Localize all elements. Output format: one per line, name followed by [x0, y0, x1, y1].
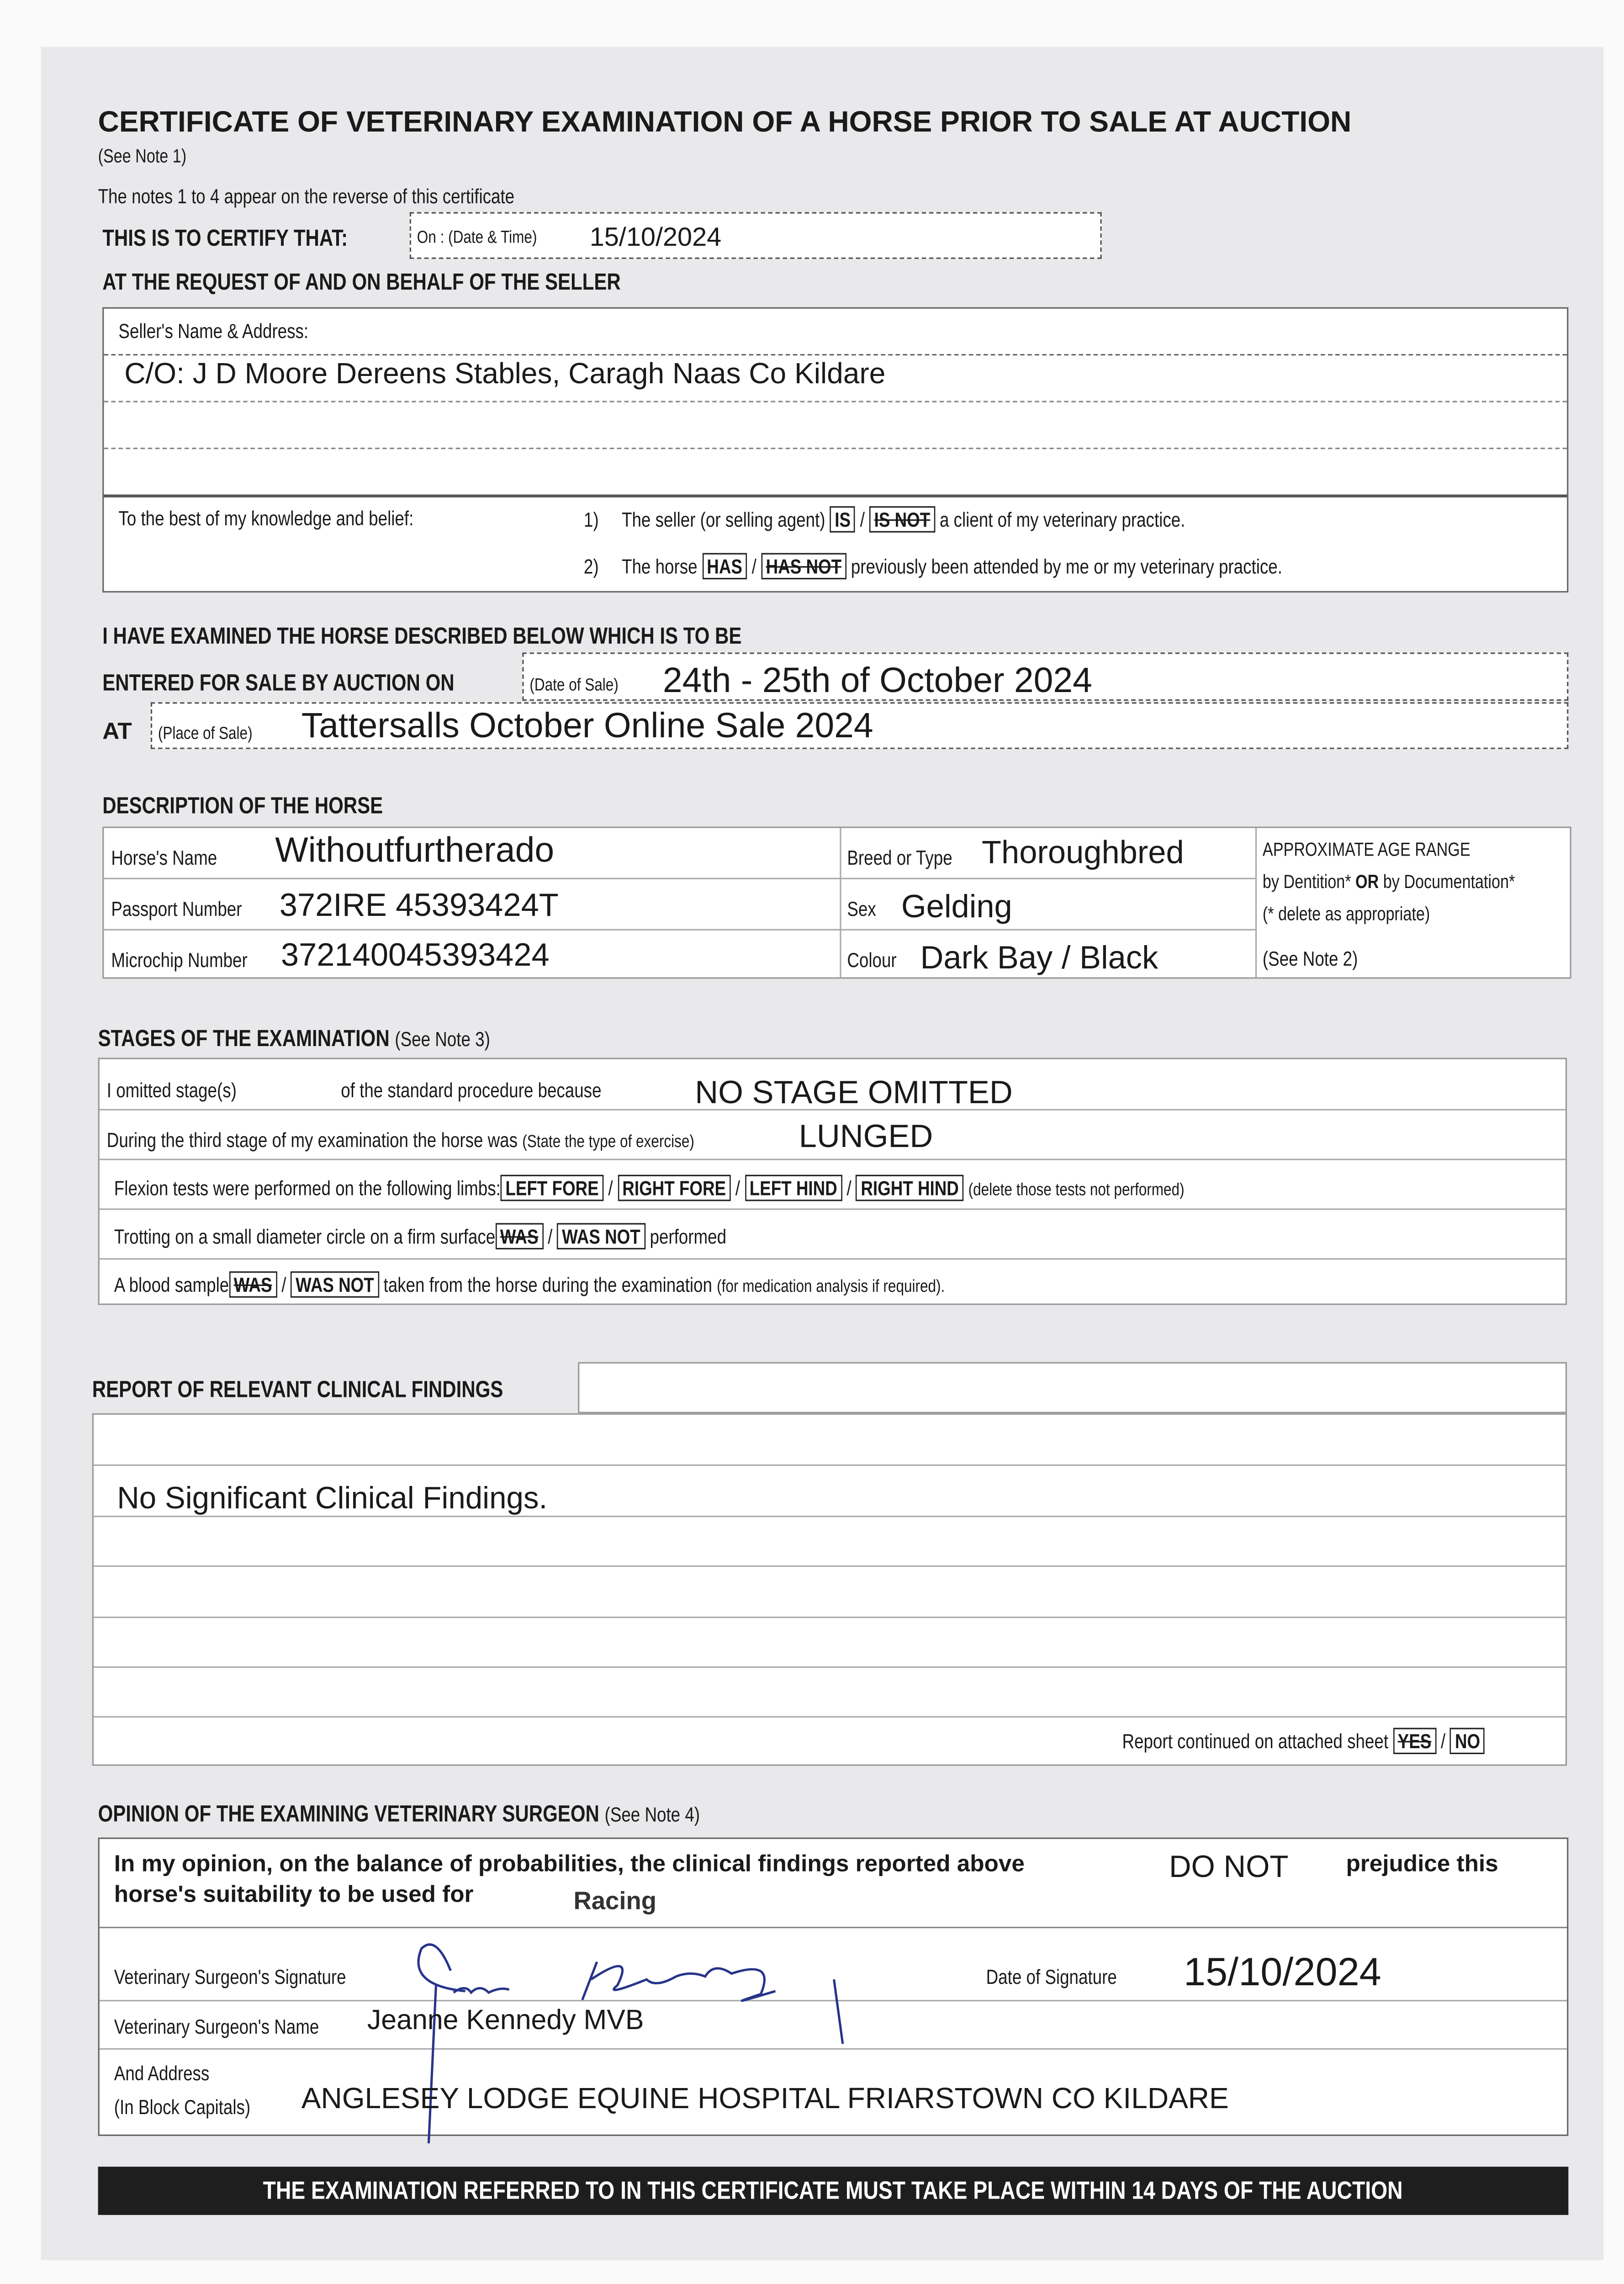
- address-hint: (In Block Capitals): [114, 2095, 251, 2119]
- blood-label: A blood sample: [114, 1273, 229, 1296]
- option-is[interactable]: IS: [830, 506, 856, 533]
- limb-right-hind[interactable]: RIGHT HIND: [856, 1175, 963, 1201]
- age-or: OR: [1355, 870, 1379, 893]
- attended-statement: [584, 553, 1282, 580]
- third-stage-value[interactable]: LUNGED: [799, 1117, 933, 1154]
- attended-text: The horse: [622, 554, 698, 578]
- vet-address-value[interactable]: ANGLESEY LODGE EQUINE HOSPITAL FRIARSTOWN CO KILDARE: [301, 2083, 1229, 2116]
- opinion-box: [98, 1838, 1569, 2136]
- address-label: And Address: [114, 2061, 210, 2085]
- horse-name-label: Horse's Name: [111, 846, 217, 869]
- separator: /: [860, 508, 865, 531]
- certify-label: THIS IS TO CERTIFY THAT:: [102, 227, 348, 252]
- trotting-end: performed: [650, 1224, 727, 1248]
- breed-value: Thoroughbred: [982, 834, 1184, 871]
- continued-row: [1122, 1728, 1485, 1754]
- sale-place-field[interactable]: [151, 702, 1568, 749]
- seller-label: Seller's Name & Address:: [118, 319, 309, 343]
- limb-left-hind[interactable]: LEFT HIND: [745, 1175, 842, 1201]
- seller-section: [102, 307, 1568, 593]
- omitted-value[interactable]: NO STAGE OMITTED: [695, 1073, 1013, 1110]
- age-delete-note: (* delete as appropriate): [1262, 903, 1430, 925]
- opinion-note: (See Note 4): [604, 1802, 700, 1826]
- omitted-reason-label: of the standard procedure because: [341, 1078, 602, 1102]
- opinion-text-2: prejudice this: [1346, 1852, 1498, 1877]
- microchip-value: 372140045393424: [280, 936, 550, 973]
- flexion-row: [114, 1175, 1185, 1201]
- sex-label: Sex: [847, 897, 876, 920]
- footer-banner-text: THE EXAMINATION REFERRED TO IN THIS CERTIFICATE MUST TAKE PLACE WITHIN 14 DAYS OF THE AUCTION: [263, 2177, 1403, 2205]
- certificate-title: CERTIFICATE OF VETERINARY EXAMINATION OF A HORSE PRIOR TO SALE AT AUCTION: [98, 106, 1352, 139]
- at-label: AT: [102, 719, 132, 745]
- opinion-heading: OPINION OF THE EXAMINING VETERINARY SURGEON: [98, 1802, 599, 1828]
- report-box[interactable]: [92, 1413, 1567, 1766]
- item-number: 2): [583, 554, 599, 578]
- separator: /: [1441, 1729, 1446, 1753]
- footer-banner: [98, 2167, 1569, 2215]
- separator: /: [735, 1176, 740, 1200]
- omitted-label: I omitted stage(s): [106, 1078, 237, 1102]
- opinion-heading-row: [98, 1803, 700, 1829]
- vet-name-value[interactable]: Jeanne Kennedy MVB: [367, 2005, 644, 2037]
- trot-was-deleted[interactable]: WAS: [495, 1223, 543, 1249]
- date-time-field[interactable]: [410, 212, 1102, 259]
- third-stage-row: [107, 1128, 694, 1151]
- signature-date-value[interactable]: 15/10/2024: [1183, 1950, 1381, 1994]
- horse-heading: DESCRIPTION OF THE HORSE: [102, 794, 383, 819]
- horse-table: [102, 827, 1571, 979]
- passport-value: 372IRE 45393424T: [279, 886, 559, 923]
- vet-name-label: Veterinary Surgeon's Name: [114, 2014, 319, 2038]
- client-statement: [584, 506, 1185, 533]
- separator: /: [548, 1224, 553, 1248]
- stages-table: [98, 1058, 1567, 1305]
- option-has[interactable]: HAS: [702, 553, 747, 580]
- sale-date-value: 24th - 25th of October 2024: [662, 661, 1092, 701]
- flexion-label: Flexion tests were performed on the following limbs:: [114, 1176, 501, 1200]
- blood-end: taken from the horse during the examination: [383, 1273, 712, 1296]
- examined-line: I HAVE EXAMINED THE HORSE DESCRIBED BELOW WHICH IS TO BE: [102, 624, 742, 650]
- separator: /: [608, 1176, 613, 1200]
- colour-label: Colour: [847, 948, 897, 972]
- microchip-label: Microchip Number: [111, 948, 248, 972]
- limb-left-fore[interactable]: LEFT FORE: [501, 1175, 603, 1201]
- clinical-finding: No Significant Clinical Findings.: [117, 1482, 548, 1516]
- opinion-use[interactable]: Racing: [573, 1887, 657, 1915]
- opinion-text-1: In my opinion, on the balance of probabilities, the clinical findings reported above: [114, 1852, 1025, 1877]
- attended-text-end: previously been attended by me or my veterinary practice.: [851, 554, 1282, 578]
- signature-label: Veterinary Surgeon's Signature: [114, 1965, 346, 1988]
- third-stage-hint: (State the type of exercise): [522, 1131, 694, 1152]
- separator: /: [281, 1273, 286, 1296]
- age-by-dentition[interactable]: by Dentition*: [1262, 870, 1351, 893]
- third-stage-label: During the third stage of my examination the horse was: [106, 1128, 518, 1152]
- continued-no[interactable]: NO: [1450, 1728, 1485, 1754]
- seller-address[interactable]: C/O: J D Moore Dereens Stables, Caragh Naas Co Kildare: [124, 358, 886, 391]
- option-is-not-deleted[interactable]: IS NOT: [869, 506, 935, 533]
- flexion-note: (delete those tests not performed): [968, 1179, 1185, 1200]
- report-header-field: [578, 1362, 1567, 1413]
- limb-right-fore[interactable]: RIGHT FORE: [618, 1175, 731, 1201]
- option-has-not-deleted[interactable]: HAS NOT: [761, 553, 846, 580]
- blood-was-not[interactable]: WAS NOT: [291, 1271, 379, 1298]
- separator: /: [846, 1176, 852, 1200]
- trotting-label: Trotting on a small diameter circle on a firm surface: [114, 1224, 496, 1248]
- see-note-1: (See Note 1): [98, 145, 187, 167]
- date-time-value: 15/10/2024: [589, 222, 722, 252]
- age-range-title: APPROXIMATE AGE RANGE: [1262, 838, 1471, 861]
- opinion-do-not[interactable]: DO NOT: [1169, 1850, 1289, 1885]
- trot-was-not[interactable]: WAS NOT: [557, 1223, 645, 1249]
- stages-heading-row: [98, 1027, 490, 1053]
- date-time-label: On : (Date & Time): [417, 227, 537, 248]
- stages-note: (See Note 3): [395, 1027, 490, 1051]
- blood-row: [114, 1271, 945, 1298]
- client-text: The seller (or selling agent): [622, 508, 825, 531]
- blood-was-deleted[interactable]: WAS: [229, 1271, 277, 1298]
- item-number: 1): [583, 508, 599, 531]
- sale-place-label: (Place of Sale): [158, 723, 253, 743]
- sex-value: Gelding: [901, 888, 1012, 925]
- continued-yes-deleted[interactable]: YES: [1393, 1728, 1436, 1754]
- horse-name-value: Withoutfurtherado: [275, 831, 555, 871]
- sale-date-field[interactable]: [522, 652, 1568, 701]
- report-heading: REPORT OF RELEVANT CLINICAL FINDINGS: [92, 1378, 503, 1403]
- signature-date-label: Date of Signature: [986, 1965, 1117, 1988]
- blood-note: (for medication analysis if required).: [717, 1275, 945, 1296]
- client-text-end: a client of my veterinary practice.: [939, 508, 1185, 531]
- colour-value: Dark Bay / Black: [920, 939, 1158, 976]
- age-by-documentation[interactable]: by Documentation*: [1383, 870, 1515, 893]
- stages-heading: STAGES OF THE EXAMINATION: [98, 1027, 390, 1052]
- age-see-note: (See Note 2): [1262, 946, 1358, 970]
- sale-date-label: (Date of Sale): [529, 674, 619, 695]
- age-range-box: [1263, 834, 1515, 974]
- knowledge-label: To the best of my knowledge and belief:: [118, 506, 414, 530]
- opinion-text-3: horse's suitability to be used for: [114, 1882, 474, 1908]
- request-line: AT THE REQUEST OF AND ON BEHALF OF THE SELLER: [102, 270, 621, 296]
- breed-label: Breed or Type: [847, 846, 952, 869]
- entered-line: ENTERED FOR SALE BY AUCTION ON: [102, 671, 455, 697]
- separator: /: [751, 554, 756, 578]
- continued-label: Report continued on attached sheet: [1122, 1729, 1389, 1753]
- passport-label: Passport Number: [111, 897, 242, 920]
- sale-place-value: Tattersalls October Online Sale 2024: [301, 706, 873, 746]
- trotting-row: [114, 1223, 726, 1249]
- notes-line: The notes 1 to 4 appear on the reverse of this certificate: [98, 184, 515, 208]
